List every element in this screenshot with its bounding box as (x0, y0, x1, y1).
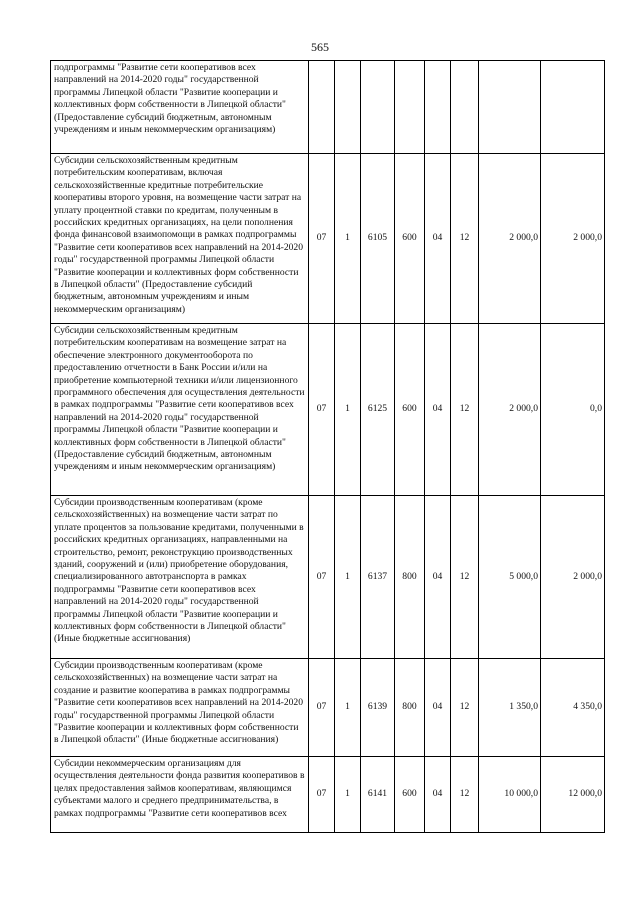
code-cell (395, 61, 425, 154)
code-cell: 12 (451, 154, 479, 324)
code-cell: 07 (309, 496, 335, 659)
amount-cell: 1 350,0 (479, 659, 541, 757)
code-cell: 800 (395, 496, 425, 659)
code-cell: 600 (395, 757, 425, 833)
code-cell: 12 (451, 757, 479, 833)
code-cell (425, 61, 451, 154)
amount-cell: 2 000,0 (479, 154, 541, 324)
page-number: 565 (311, 40, 329, 54)
row-description: Субсидии сельскохозяйственным кредитным потребительским кооперативам, включая сельскохозяйственные кредитные потребительские кооперативы второго уровня, на возмещение части затрат на уплату процентной ставки по кредитам, полученным в российских кредитных организациях, на цели пополнения фонда финансовой взаимопомощи в рамках подпрограммы "Развитие сети кооперативов всех направлений на 2014-2020 годы" государственной программы Липецкой области "Развитие кооперации и коллективных форм собственности в Липецкой области" (Предоставление субсидий бюджетным, автономным учреждениям и иным некоммерческим организациям) (51, 154, 309, 324)
row-description: Субсидии производственным кооперативам (кроме сельскохозяйственных) на возмещение части затрат на создание и развитие кооператива в рамках подпрограммы "Развитие сети кооперативов всех направлений на 2014-2020 годы" государственной программы Липецкой области "Развитие кооперации и коллективных форм собственности в Липецкой области" (Иные бюджетные ассигнования) (51, 659, 309, 757)
code-cell (309, 61, 335, 154)
code-cell (335, 61, 361, 154)
code-cell: 600 (395, 154, 425, 324)
table-row (51, 324, 605, 496)
code-cell: 04 (425, 496, 451, 659)
amount-cell (479, 61, 541, 154)
code-cell: 04 (425, 154, 451, 324)
row-description: Субсидии производственным кооперативам (кроме сельскохозяйственных) на возмещение части затрат по уплате процентов за пользование кредитами, полученными в российских кредитных организациях, направленными на строительство, ремонт, реконструкцию производственных зданий, сооружений и (или) приобретение оборудования, специализированного автотранспорта в рамках подпрограммы "Развитие сети кооперативов всех направлений на 2014-2020 годы" государственной программы Липецкой области "Развитие кооперации и коллективных форм собственности в Липецкой области" (Иные бюджетные ассигнования) (51, 496, 309, 659)
code-cell: 04 (425, 659, 451, 757)
amount-cell: 0,0 (541, 324, 605, 496)
table-row (51, 496, 605, 659)
code-cell: 07 (309, 324, 335, 496)
amount-cell: 5 000,0 (479, 496, 541, 659)
amount-cell (541, 61, 605, 154)
code-cell: 6125 (361, 324, 395, 496)
code-cell: 12 (451, 659, 479, 757)
code-cell: 07 (309, 659, 335, 757)
amount-cell: 12 000,0 (541, 757, 605, 833)
amount-cell: 2 000,0 (541, 496, 605, 659)
row-description: Субсидии некоммерческим организациям для осуществления деятельности фонда развития кооперативов в целях предоставления займов кооперативам, являющимся субъектами малого и среднего предпринимательства, в рамках подпрограммы "Развитие сети кооперативов всех (51, 757, 309, 833)
code-cell: 800 (395, 659, 425, 757)
code-cell: 6139 (361, 659, 395, 757)
table-row (51, 154, 605, 324)
code-cell: 07 (309, 757, 335, 833)
budget-table (50, 60, 605, 833)
code-cell: 04 (425, 324, 451, 496)
code-cell: 6105 (361, 154, 395, 324)
code-cell: 1 (335, 154, 361, 324)
code-cell: 1 (335, 757, 361, 833)
amount-cell: 2 000,0 (541, 154, 605, 324)
amount-cell: 4 350,0 (541, 659, 605, 757)
code-cell: 1 (335, 659, 361, 757)
table-row (51, 757, 605, 833)
code-cell: 600 (395, 324, 425, 496)
row-description: Субсидии сельскохозяйственным кредитным потребительским кооперативам на возмещение затрат на обеспечение электронного документооборота по предоставлению отчетности в Банк России и/или на приобретение компьютерной техники и/или лицензионного программного обеспечения для осуществления деятельности в рамках подпрограммы "Развитие сети кооперативов всех направлений на 2014-2020 годы" государственной программы Липецкой области "Развитие кооперации и коллективных форм собственности в Липецкой области" (Предоставление субсидий бюджетным, автономным учреждениям и иным некоммерческим организациям) (51, 324, 309, 496)
code-cell (451, 61, 479, 154)
code-cell: 12 (451, 496, 479, 659)
code-cell: 07 (309, 154, 335, 324)
code-cell: 12 (451, 324, 479, 496)
table-row (51, 61, 605, 154)
code-cell (361, 61, 395, 154)
code-cell: 04 (425, 757, 451, 833)
row-description: подпрограммы "Развитие сети кооперативов всех направлений на 2014-2020 годы" государственной программы Липецкой области "Развитие кооперации и коллективных форм собственности в Липецкой области" (Предоставление субсидий бюджетным, автономным учреждениям и иным некоммерческим организациям) (51, 61, 309, 154)
amount-cell: 10 000,0 (479, 757, 541, 833)
code-cell: 1 (335, 324, 361, 496)
amount-cell: 2 000,0 (479, 324, 541, 496)
code-cell: 1 (335, 496, 361, 659)
code-cell: 6141 (361, 757, 395, 833)
code-cell: 6137 (361, 496, 395, 659)
table-row (51, 659, 605, 757)
